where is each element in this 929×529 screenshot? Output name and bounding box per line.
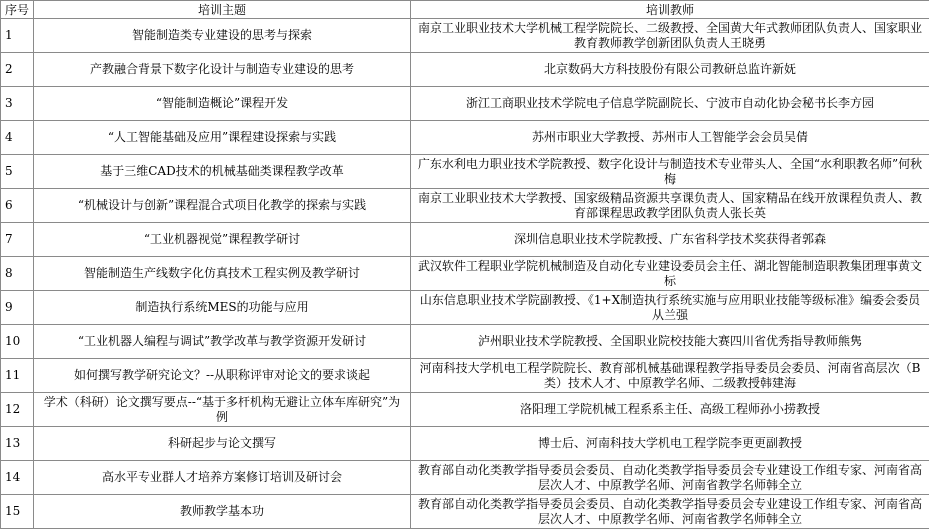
table-row	[1, 359, 929, 393]
table-row	[1, 155, 929, 189]
row-topic: “智能制造概论”课程开发	[34, 87, 411, 121]
table-header-row	[1, 1, 929, 19]
row-index: 9	[1, 291, 34, 325]
table-row	[1, 257, 929, 291]
row-teacher: 洛阳理工学院机械工程系系主任、高级工程师孙小捞教授	[411, 393, 929, 427]
row-index: 8	[1, 257, 34, 291]
header-teacher: 培训教师	[411, 1, 929, 19]
row-topic: “工业机器人编程与调试”教学改革与教学资源开发研讨	[34, 325, 411, 359]
row-topic: “人工智能基础及应用”课程建设探索与实践	[34, 121, 411, 155]
row-teacher: 博士后、河南科技大学机电工程学院李更更副教授	[411, 427, 929, 461]
row-index: 14	[1, 461, 34, 495]
row-index: 11	[1, 359, 34, 393]
row-index: 2	[1, 53, 34, 87]
row-index: 13	[1, 427, 34, 461]
row-teacher: 浙江工商职业技术学院电子信息学院副院长、宁波市自动化协会秘书长李方园	[411, 87, 929, 121]
table-row	[1, 291, 929, 325]
table-row	[1, 461, 929, 495]
row-teacher: 教育部自动化类教学指导委员会委员、自动化类教学指导委员会专业建设工作组专家、河南省高层次人才、中原教学名师、河南省教学名师韩全立	[411, 495, 929, 529]
row-topic: 智能制造生产线数字化仿真技术工程实例及教学研讨	[34, 257, 411, 291]
row-teacher: 泸州职业技术学院教授、全国职业院校技能大赛四川省优秀指导教师熊隽	[411, 325, 929, 359]
row-teacher: 北京数码大方科技股份有限公司教研总监许新妩	[411, 53, 929, 87]
row-topic: 教师教学基本功	[34, 495, 411, 529]
table-row	[1, 495, 929, 529]
row-topic: 产教融合背景下数字化设计与制造专业建设的思考	[34, 53, 411, 87]
row-index: 15	[1, 495, 34, 529]
row-teacher: 广东水利电力职业技术学院教授、数字化设计与制造技术专业带头人、全国“水利职教名师”何秋梅	[411, 155, 929, 189]
row-topic: “机械设计与创新”课程混合式项目化教学的探索与实践	[34, 189, 411, 223]
header-index: 序号	[1, 1, 34, 19]
row-topic: 智能制造类专业建设的思考与探索	[34, 19, 411, 53]
row-index: 1	[1, 19, 34, 53]
row-teacher: 南京工业职业技术大学教授、国家级精品资源共享课负责人、国家精品在线开放课程负责人、教育部课程思政教学团队负责人张长英	[411, 189, 929, 223]
row-topic: 制造执行系统MES的功能与应用	[34, 291, 411, 325]
row-index: 6	[1, 189, 34, 223]
row-index: 10	[1, 325, 34, 359]
row-teacher: 南京工业职业技术大学机械工程学院院长、二级教授、全国黄大年式教师团队负责人、国家职业教育教师教学创新团队负责人王晓勇	[411, 19, 929, 53]
row-teacher: 河南科技大学机电工程学院院长、教育部机械基础课程教学指导委员会委员、河南省高层次（B类）技术人才、中原教学名师、二级教授韩建海	[411, 359, 929, 393]
row-topic: 基于三维CAD技术的机械基础类课程教学改革	[34, 155, 411, 189]
row-index: 7	[1, 223, 34, 257]
table-row	[1, 325, 929, 359]
row-index: 3	[1, 87, 34, 121]
row-teacher: 教育部自动化类教学指导委员会委员、自动化类教学指导委员会专业建设工作组专家、河南省高层次人才、中原教学名师、河南省教学名师韩全立	[411, 461, 929, 495]
table-row	[1, 19, 929, 53]
row-topic: “工业机器视觉”课程教学研讨	[34, 223, 411, 257]
table-row	[1, 121, 929, 155]
row-teacher: 深圳信息职业技术学院教授、广东省科学技术奖获得者郭森	[411, 223, 929, 257]
row-index: 5	[1, 155, 34, 189]
row-teacher: 山东信息职业技术学院副教授、《1+X制造执行系统实施与应用职业技能等级标准》编委会委员从兰强	[411, 291, 929, 325]
table-row	[1, 393, 929, 427]
table-row	[1, 427, 929, 461]
row-topic: 高水平专业群人才培养方案修订培训及研讨会	[34, 461, 411, 495]
table-row	[1, 87, 929, 121]
row-topic: 如何撰写教学研究论文？--从职称评审对论文的要求谈起	[34, 359, 411, 393]
table-row	[1, 223, 929, 257]
row-index: 4	[1, 121, 34, 155]
row-topic: 学术（科研）论文撰写要点--“基于多杆机构无避让立体车库研究”为例	[34, 393, 411, 427]
row-teacher: 武汉软件工程职业学院机械制造及自动化专业建设委员会主任、湖北智能制造职教集团理事黄文标	[411, 257, 929, 291]
table-row	[1, 189, 929, 223]
row-index: 12	[1, 393, 34, 427]
row-topic: 科研起步与论文撰写	[34, 427, 411, 461]
table-row	[1, 53, 929, 87]
header-topic: 培训主题	[34, 1, 411, 19]
row-teacher: 苏州市职业大学教授、苏州市人工智能学会会员吴倩	[411, 121, 929, 155]
